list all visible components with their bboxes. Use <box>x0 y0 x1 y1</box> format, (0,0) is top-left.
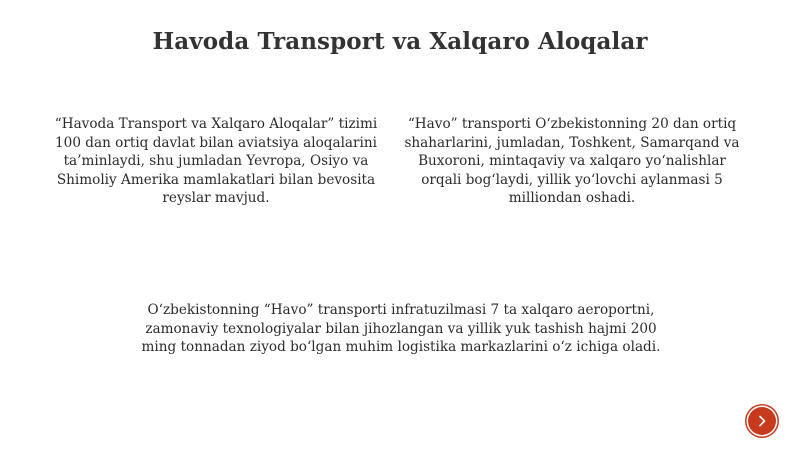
left-paragraph: “Havoda Transport va Xalqaro Aloqalar” tizimi 100 dan ortiq davlat bilan aviatsiya aloqalarini ta’minlaydi, shu jumladan Yevropa, Osiyo va Shimoliy Amerika mamlakatlari bilan bevosita reyslar mavjud. <box>54 116 378 206</box>
chevron-right-icon <box>757 415 767 427</box>
slide-title: Havoda Transport va Xalqaro Aloqalar <box>152 28 648 55</box>
right-paragraph: “Havo” transporti O‘zbekistonning 20 dan ortiq shaharlarini, jumladan, Toshkent, Samarqand va Buxoroni, mintaqaviy va xalqaro yo‘nalishlar orqali bog‘laydi, yillik yo‘lovchi aylanmasi 5 milliondan oshadi. <box>404 116 740 206</box>
next-slide-button[interactable] <box>748 407 776 435</box>
bottom-paragraph: O‘zbekistonning “Havo” transporti infratuzilmasi 7 ta xalqaro aeroportni, zamonaviy texnologiyalar bilan jihozlangan va yillik yuk tashish hajmi 200 ming tonnadan ziyod bo‘lgan muhim logistika markazlarini o‘z ichiga oladi. <box>141 302 661 355</box>
